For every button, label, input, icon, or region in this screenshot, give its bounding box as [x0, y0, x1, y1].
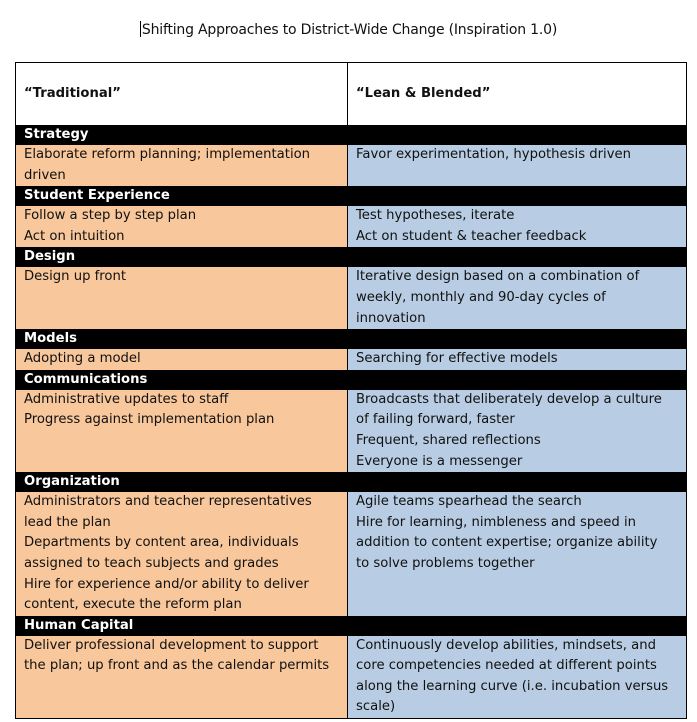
section-heading-spacer	[348, 473, 687, 492]
comparison-table	[15, 62, 687, 719]
section-heading-spacer	[348, 616, 687, 635]
lean-line: innovation	[356, 310, 426, 326]
section-content-row-student-experience	[16, 206, 687, 248]
section-heading-spacer	[348, 187, 687, 206]
traditional-cell	[16, 206, 348, 248]
column-header-traditional: “Traditional”	[16, 63, 348, 126]
lean-line: to solve problems together	[356, 555, 535, 571]
lean-line: weekly, monthly and 90-day cycles of	[356, 289, 606, 305]
lean-cell	[348, 389, 687, 472]
traditional-line: Design up front	[24, 269, 127, 285]
traditional-cell	[16, 267, 348, 330]
text-cursor	[140, 21, 141, 37]
section-heading: Models	[16, 330, 348, 349]
traditional-line: driven	[24, 167, 66, 183]
traditional-cell	[16, 145, 348, 187]
lean-line: addition to content expertise; organize ability	[356, 535, 658, 551]
lean-line: Favor experimentation, hypothesis driven	[356, 147, 631, 162]
traditional-cell	[16, 349, 348, 371]
traditional-line: content, execute the reform plan	[24, 597, 242, 613]
traditional-cell	[16, 389, 348, 472]
lean-line: Act on student & teacher feedback	[356, 228, 587, 244]
traditional-line: the plan; up front and as the calendar permits	[24, 658, 330, 674]
traditional-line: Administrative updates to staff	[24, 391, 229, 407]
section-heading: Communications	[16, 370, 348, 389]
section-heading: Strategy	[16, 126, 348, 145]
traditional-line: Act on intuition	[24, 228, 125, 244]
traditional-cell	[16, 635, 348, 718]
section-content-row-human-capital	[16, 635, 687, 718]
lean-line: scale)	[356, 699, 396, 715]
lean-line: core competencies needed at different points	[356, 658, 657, 674]
section-heading-row-student-experience	[16, 187, 687, 206]
traditional-line: assigned to teach subjects and grades	[24, 555, 279, 571]
lean-line: along the learning curve (i.e. incubation versus	[356, 678, 669, 694]
section-content-row-models	[16, 349, 687, 371]
lean-cell	[348, 145, 687, 187]
section-heading: Organization	[16, 473, 348, 492]
lean-cell	[348, 267, 687, 330]
traditional-cell	[16, 492, 348, 617]
traditional-line: Hire for experience and/or ability to deliver	[24, 576, 309, 592]
document-title: Shifting Approaches to District-Wide Change (Inspiration 1.0)	[141, 22, 558, 38]
lean-line: Hire for learning, nimbleness and speed in	[356, 514, 637, 530]
lean-line: Agile teams spearhead the search	[356, 494, 582, 510]
lean-line: Iterative design based on a combination of	[356, 269, 640, 285]
section-heading-row-organization	[16, 473, 687, 492]
section-heading-spacer	[348, 126, 687, 145]
traditional-line: lead the plan	[24, 514, 111, 530]
lean-line: Broadcasts that deliberately develop a culture	[356, 391, 662, 407]
section-content-row-organization	[16, 492, 687, 617]
lean-line: Frequent, shared reflections	[356, 432, 541, 448]
section-heading-row-strategy	[16, 126, 687, 145]
lean-cell	[348, 349, 687, 371]
section-heading: Student Experience	[16, 187, 348, 206]
section-heading-row-design	[16, 248, 687, 267]
traditional-line: Departments by content area, individuals	[24, 535, 299, 551]
lean-line: Test hypotheses, iterate	[356, 208, 515, 224]
traditional-line: Adopting a model	[24, 351, 141, 367]
section-content-row-design	[16, 267, 687, 330]
section-heading-row-human-capital	[16, 616, 687, 635]
section-content-row-strategy	[16, 145, 687, 187]
section-heading-row-models	[16, 330, 687, 349]
lean-line: of failing forward, faster	[356, 412, 515, 428]
lean-line: Searching for effective models	[356, 351, 558, 367]
lean-cell	[348, 492, 687, 617]
lean-line: Continuously develop abilities, mindsets, and	[356, 637, 656, 653]
section-heading-spacer	[348, 330, 687, 349]
traditional-line: Deliver professional development to support	[24, 637, 319, 653]
section-heading-spacer	[348, 370, 687, 389]
section-content-row-communications	[16, 389, 687, 472]
lean-line: Everyone is a messenger	[356, 453, 523, 469]
section-heading-spacer	[348, 248, 687, 267]
traditional-line: Administrators and teacher representatives	[24, 494, 312, 510]
lean-cell	[348, 635, 687, 718]
lean-cell	[348, 206, 687, 248]
traditional-line: Progress against implementation plan	[24, 412, 275, 428]
header-row	[16, 63, 687, 126]
traditional-line: Follow a step by step plan	[24, 208, 197, 224]
section-heading: Human Capital	[16, 616, 348, 635]
column-header-lean: “Lean & Blended”	[348, 63, 687, 126]
section-heading-row-communications	[16, 370, 687, 389]
section-heading: Design	[16, 248, 348, 267]
traditional-line: Elaborate reform planning; implementation	[24, 147, 311, 162]
